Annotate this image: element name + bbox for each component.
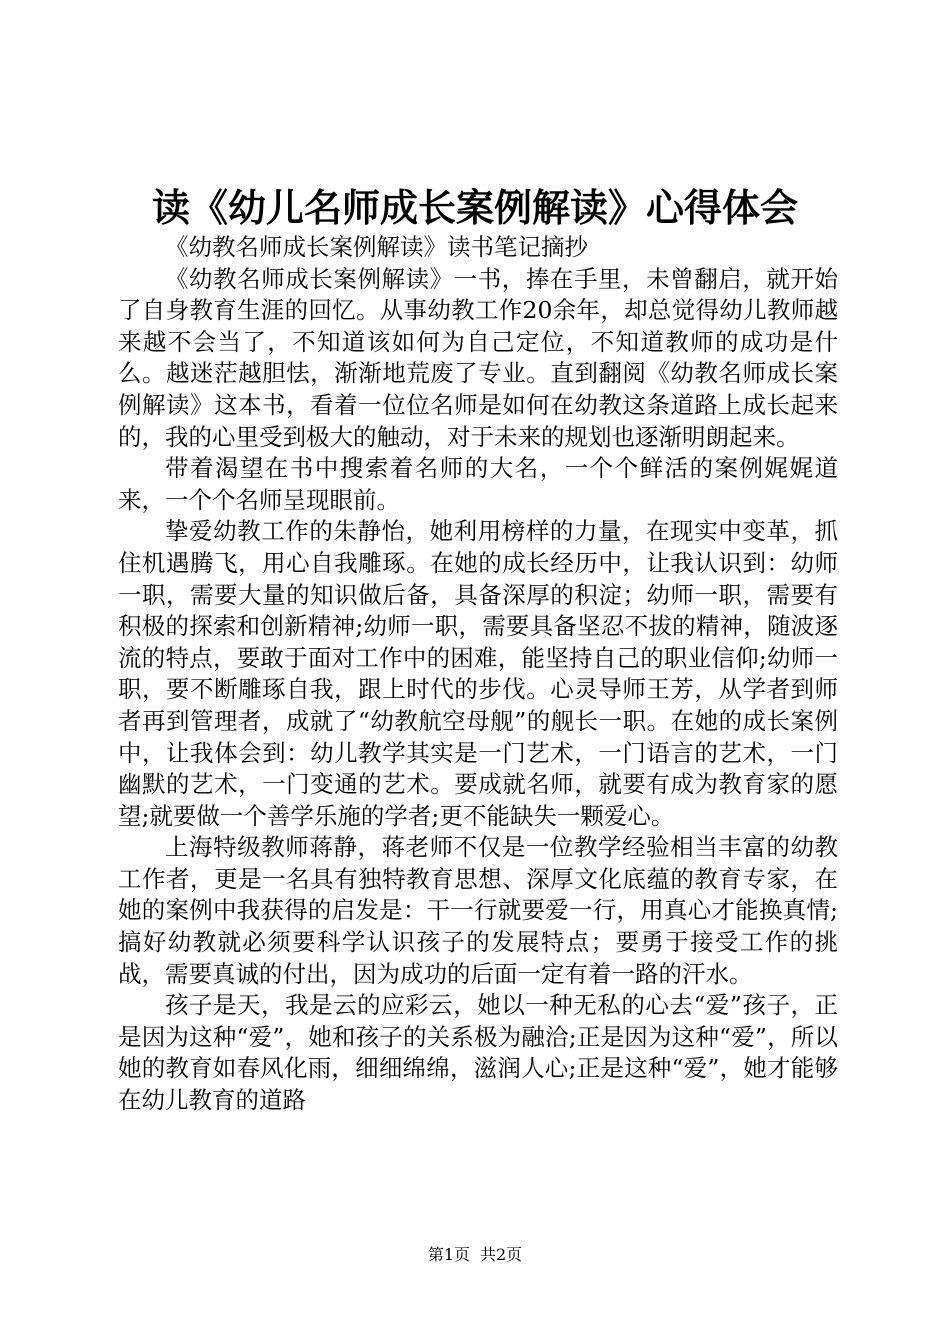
paragraph: 挚爱幼教工作的朱静怡，她利用榜样的力量，在现实中变革，抓住机遇腾飞，用心自我雕琢。在她的成长经历中，让我认识到：幼师一职，需要大量的知识做后备，具备深厚的积淀；幼师一职，需要有积极的探索和创新精神;幼师一职，需要具备坚忍不拔的精神，随波逐流的特点，要敢于面对工作中的困难，能坚持自己的职业信仰;幼师一职，要不断雕琢自我，跟上时代的步伐。心灵导师王芳，从学者到师者再到管理者，成就了“幼教航空母舰”的舰长一职。在她的成长案例中，让我体会到：幼儿教学其实是一门艺术，一门语言的艺术，一门幽默的艺术，一门变通的艺术。要成就名师，就要有成为教育家的愿望;就要做一个善学乐施的学者;更不能缺失一颗爱心。: [118, 517, 838, 830]
paragraph: 带着渴望在书中搜索着名师的大名，一个个鲜活的案例娓娓道来，一个个名师呈现眼前。: [118, 454, 838, 514]
document-title: 读《幼儿名师成长案例解读》心得体会: [151, 185, 798, 230]
paragraph: 《幼教名师成长案例解读》一书，捧在手里，未曾翻启，就开始了自身教育生涯的回忆。从事幼教工作20余年，却总觉得幼儿教师越来越不会当了，不知道该如何为自己定位，不知道教师的成功是什么。越迷茫越胆怯，渐渐地荒废了专业。直到翻阅《幼教名师成长案例解读》这本书，看着一位位名师是如何在幼教这条道路上成长起来的，我的心里受到极大的触动，对于未来的规划也逐渐明朗起来。: [118, 264, 838, 451]
paragraph: 孩子是天，我是云的应彩云，她以一种无私的心去“爱”孩子，正是因为这种“爱”，她和孩子的关系极为融洽;正是因为这种“爱”，所以她的教育如春风化雨，细细绵绵，滋润人心;正是这种“爱”，她才能够在幼儿教育的道路: [118, 991, 838, 1115]
document-body: [118, 232, 838, 1117]
paragraph-subtitle: 《幼教名师成长案例解读》读书笔记摘抄: [165, 233, 588, 261]
paragraph: 上海特级教师蒋静，蒋老师不仅是一位教学经验相当丰富的幼教工作者，更是一名具有独特教育思想、深厚文化底蕴的教育专家，在她的案例中我获得的启发是：干一行就要爱一行，用真心才能换真情;搞好幼教就必须要科学认识孩子的发展特点；要勇于接受工作的挑战，需要真诚的付出，因为成功的后面一定有着一路的汗水。: [118, 833, 838, 988]
page-footer: [0, 1244, 950, 1266]
page-number-total: 共2页: [480, 1245, 523, 1264]
page-number-current: 第1页: [427, 1245, 470, 1264]
